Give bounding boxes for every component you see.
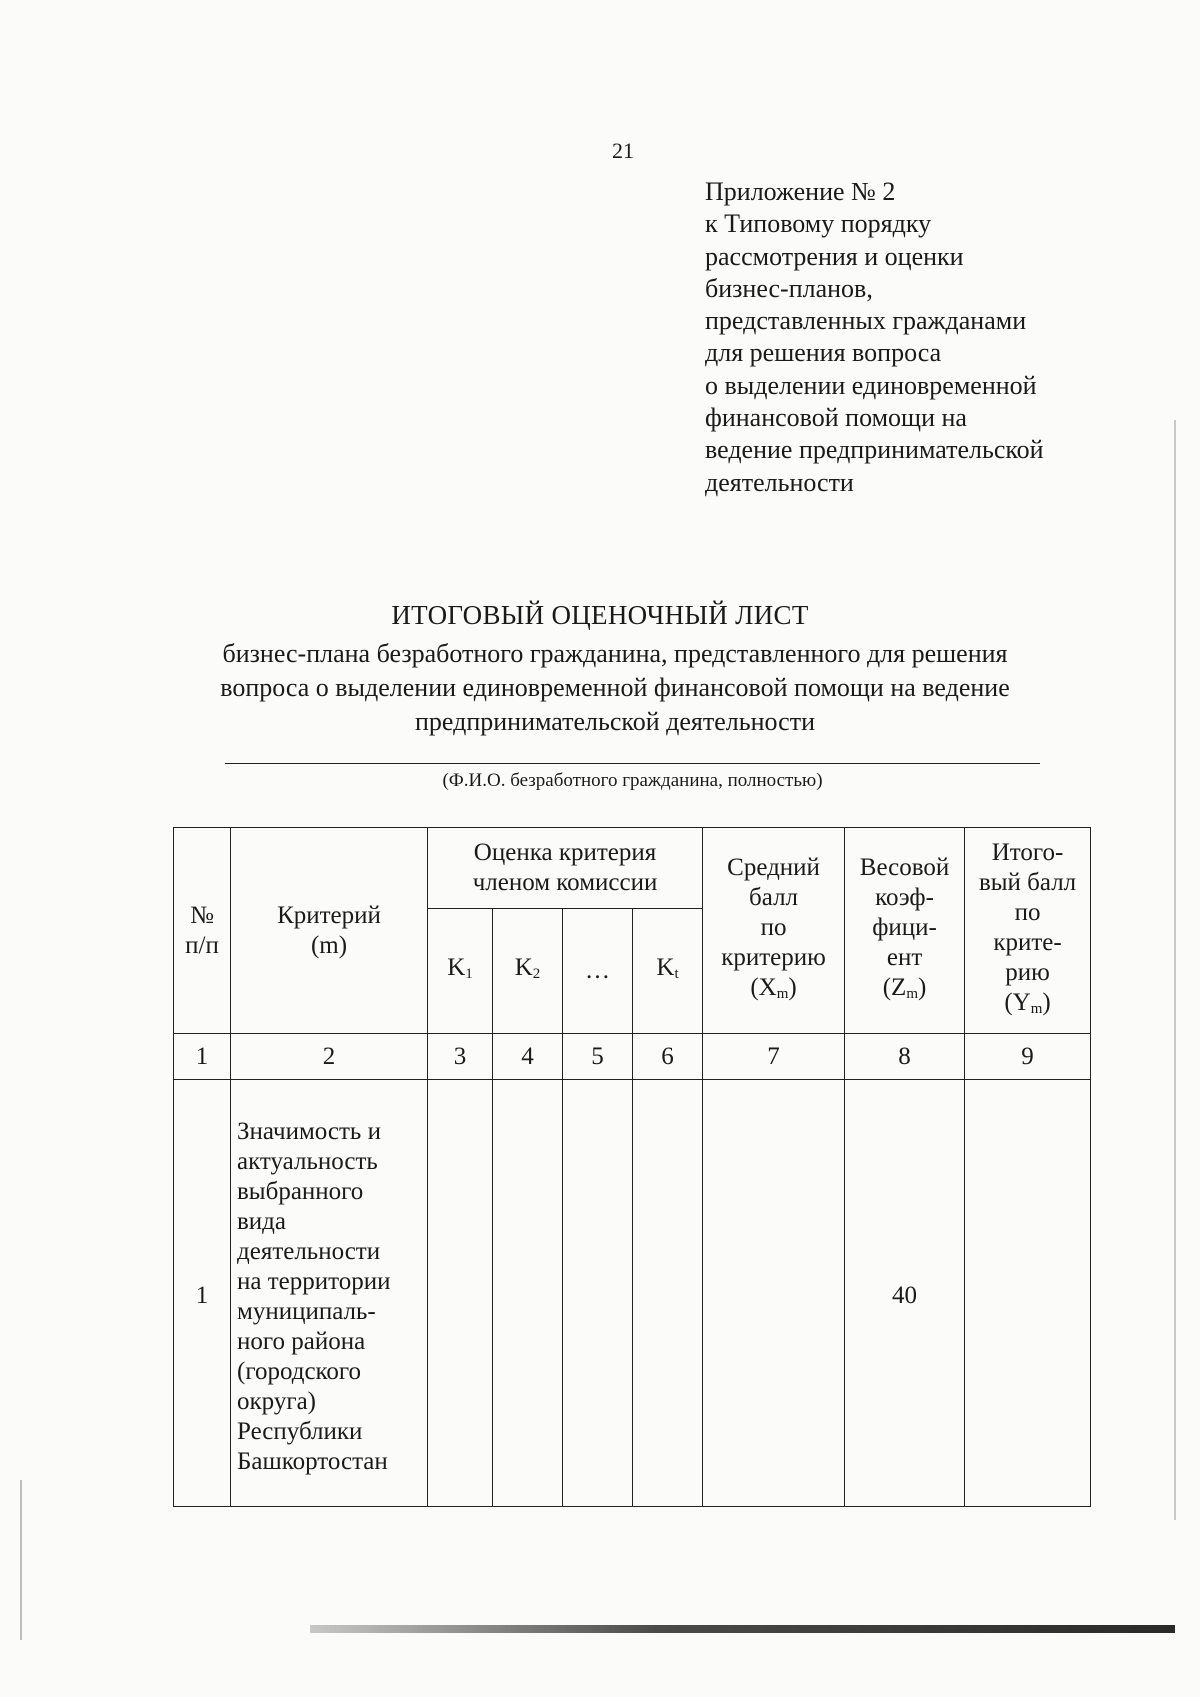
header-total-line: вый балл [978, 868, 1077, 896]
column-number: 3 [428, 1034, 493, 1080]
symbol-text: ) [788, 973, 797, 1001]
column-number: 1 [174, 1034, 231, 1080]
header-weight-line: Весовой [859, 853, 950, 881]
column-number: 2 [231, 1034, 428, 1080]
symbol-text: (Z [882, 973, 907, 1001]
header-weight-line: коэф- [875, 883, 934, 911]
header-rating-line: Оценка критерия [473, 839, 657, 866]
header-average-line: балл [749, 883, 799, 911]
scan-edge-line [20, 1480, 22, 1640]
header-criterion-line: Критерий [277, 901, 381, 929]
k-subscript: 2 [532, 966, 541, 982]
k-subscript: 1 [465, 966, 473, 982]
weight-cell: 40 [845, 1080, 965, 1507]
scan-edge-bar [310, 1625, 1175, 1633]
subtitle-line: вопроса о выделении единовременной финансовой помощи на ведение [220, 673, 1010, 702]
kt-score-cell [633, 1080, 703, 1507]
appendix-line: деятельности [705, 467, 854, 497]
header-average-line: Средний [727, 853, 820, 881]
header-criterion [231, 828, 428, 1034]
header-number-line: № [190, 901, 214, 929]
criterion-line: Республики [237, 1418, 363, 1445]
criterion-cell [231, 1080, 428, 1507]
appendix-line: для решения вопроса [705, 338, 942, 368]
header-average-line: критерию [721, 943, 826, 971]
appendix-line: бизнес-планов, [705, 273, 873, 303]
header-average-line: по [760, 913, 787, 941]
appendix-line: представленных гражданами [705, 306, 1027, 336]
header-criterion-line: (m) [310, 931, 348, 959]
header-weight-line: фици- [872, 913, 937, 941]
header-total-line: по [1014, 898, 1041, 926]
criterion-line: выбранного [237, 1178, 364, 1205]
header-total-line: рию [1005, 958, 1050, 986]
name-caption: (Ф.И.О. безработного гражданина, полностью) [442, 770, 823, 791]
column-number: 5 [563, 1034, 633, 1080]
criterion-line: Значимость и [237, 1118, 381, 1145]
criterion-line: округа) [237, 1388, 316, 1415]
criterion-line: ного района [237, 1328, 366, 1355]
appendix-line: к Типовому порядку [705, 209, 932, 239]
name-fill-line [225, 763, 1040, 764]
header-total-score [965, 828, 1091, 1034]
column-number: 8 [845, 1034, 965, 1080]
symbol-text: (X [750, 973, 777, 1001]
header-average-score [703, 828, 845, 1034]
appendix-line: Приложение № 2 [705, 177, 896, 206]
appendix-line: финансовой помощи на [705, 403, 967, 433]
column-number: 7 [703, 1034, 845, 1080]
header-weight-symbol [845, 973, 964, 1009]
subtitle-line: предпринимательской деятельности [415, 707, 815, 736]
symbol-text: ) [918, 973, 927, 1001]
k2-score-cell [493, 1080, 563, 1507]
header-rating-line: членом комиссии [472, 869, 658, 896]
page-number: 21 [612, 138, 634, 163]
total-score-cell [965, 1080, 1091, 1507]
subtitle-line: бизнес-плана безработного гражданина, представленного для решения [222, 639, 1008, 668]
header-weight-line: ент [886, 943, 923, 971]
header-number-line: п/п [185, 931, 219, 959]
header-dots: … [563, 909, 633, 1034]
symbol-text: (Y [1004, 988, 1031, 1016]
k-subscript: t [674, 966, 679, 982]
header-average-symbol [703, 973, 844, 1009]
header-total-symbol [965, 988, 1090, 1024]
header-total-line: крите- [993, 928, 1062, 956]
criterion-line: Башкортостан [237, 1448, 388, 1475]
appendix-note [705, 176, 1044, 499]
symbol-subscript: m [906, 985, 919, 1002]
criterion-line: деятельности [237, 1238, 381, 1265]
criterion-line: на территории [237, 1268, 391, 1295]
table-row [174, 1080, 1091, 1507]
symbol-subscript: m [776, 985, 789, 1002]
header-rating-group [428, 828, 703, 909]
appendix-line: ведение предпринимательской [705, 435, 1044, 465]
header-kt [633, 909, 703, 1034]
average-score-cell [703, 1080, 845, 1507]
document-subtitle [150, 637, 1080, 739]
k-letter: K [656, 954, 675, 981]
column-number: 6 [633, 1034, 703, 1080]
column-number: 4 [493, 1034, 563, 1080]
column-number-row [174, 1034, 1091, 1080]
appendix-line: рассмотрения и оценки [705, 241, 964, 271]
appendix-line: о выделении единовременной [705, 370, 1037, 400]
header-number [174, 828, 231, 1034]
symbol-text: ) [1042, 988, 1051, 1016]
criterion-line: муниципаль- [237, 1298, 376, 1325]
dots-score-cell [563, 1080, 633, 1507]
k-letter: K [447, 954, 466, 981]
column-number: 9 [965, 1034, 1091, 1080]
criterion-line: актуальность [237, 1148, 378, 1175]
header-k1 [428, 909, 493, 1034]
scan-edge-line [1174, 420, 1176, 1520]
header-total-line: Итого- [991, 838, 1064, 866]
k-letter: K [514, 954, 533, 981]
symbol-subscript: m [1030, 1000, 1043, 1017]
k1-score-cell [428, 1080, 493, 1507]
document-title: ИТОГОВЫЙ ОЦЕНОЧНЫЙ ЛИСТ [391, 600, 809, 630]
criterion-line: вида [237, 1208, 286, 1235]
header-k2 [493, 909, 563, 1034]
row-number: 1 [174, 1080, 231, 1507]
header-weight [845, 828, 965, 1034]
criterion-line: (городского [237, 1358, 362, 1385]
table-header-row [174, 828, 1091, 909]
evaluation-table [173, 827, 1091, 1507]
